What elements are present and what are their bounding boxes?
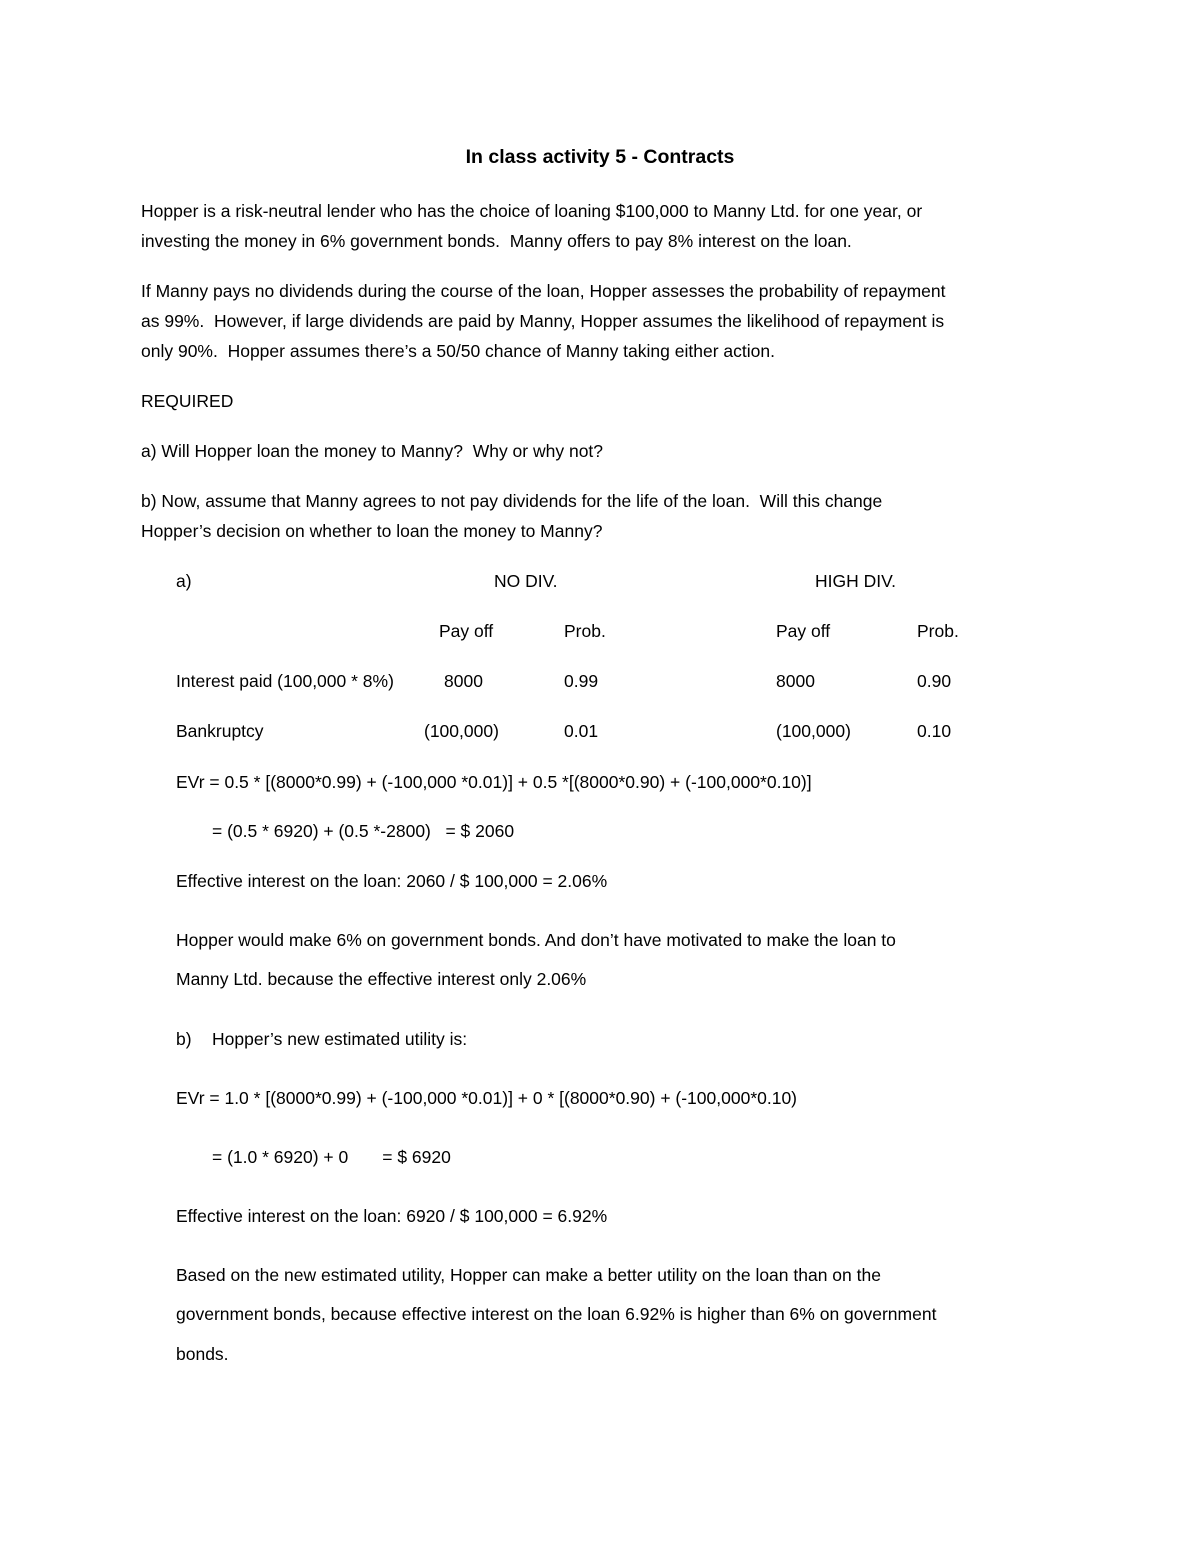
row-label: Bankruptcy bbox=[176, 721, 264, 741]
cell-no-div-payoff: (100,000) bbox=[424, 721, 499, 741]
column-header-prob: Prob. bbox=[564, 621, 606, 641]
evr-formula-a: EVr = 0.5 * [(8000*0.99) + (-100,000 *0.01)] + 0.5 *[(8000*0.90) + (-100,000*0.10)] bbox=[176, 772, 812, 792]
paragraph-line: If Manny pays no dividends during the course of the loan, Hopper assesses the probability of repayment bbox=[141, 281, 946, 301]
column-header-prob: Prob. bbox=[917, 621, 959, 641]
table-part-label: a) bbox=[176, 571, 192, 591]
paragraph-line: only 90%. Hopper assumes there’s a 50/50 chance of Manny taking either action. bbox=[141, 341, 775, 361]
answer-b-intro: Hopper’s new estimated utility is: bbox=[212, 1029, 468, 1049]
conclusion-b-line: government bonds, because effective interest on the loan 6.92% is higher than 6% on government bbox=[176, 1304, 937, 1324]
evr-result-a: = (0.5 * 6920) + (0.5 *-2800) = $ 2060 bbox=[212, 821, 515, 841]
paragraph-line: Hopper is a risk-neutral lender who has the choice of loaning $100,000 to Manny Ltd. for one year, or bbox=[141, 201, 923, 221]
conclusion-b-line: bonds. bbox=[176, 1344, 229, 1364]
row-label: Interest paid (100,000 * 8%) bbox=[176, 671, 394, 691]
evr-formula-b: EVr = 1.0 * [(8000*0.99) + (-100,000 *0.01)] + 0 * [(8000*0.90) + (-100,000*0.10) bbox=[176, 1088, 798, 1108]
question-b-line: b) Now, assume that Manny agrees to not pay dividends for the life of the loan. Will this change bbox=[141, 491, 883, 511]
column-header-payoff: Pay off bbox=[439, 621, 494, 641]
effective-interest-b: Effective interest on the loan: 6920 / $ 100,000 = 6.92% bbox=[176, 1206, 608, 1226]
effective-interest-a: Effective interest on the loan: 2060 / $ 100,000 = 2.06% bbox=[176, 871, 608, 891]
group-header-no-div: NO DIV. bbox=[494, 571, 558, 591]
group-header-high-div: HIGH DIV. bbox=[815, 571, 897, 591]
cell-high-div-prob: 0.90 bbox=[917, 671, 952, 691]
conclusion-a-line: Manny Ltd. because the effective interest only 2.06% bbox=[176, 969, 587, 989]
page-title: In class activity 5 - Contracts bbox=[465, 146, 735, 168]
cell-high-div-payoff: (100,000) bbox=[776, 721, 851, 741]
cell-no-div-prob: 0.01 bbox=[564, 721, 599, 741]
paragraph-line: investing the money in 6% government bonds. Manny offers to pay 8% interest on the loan. bbox=[141, 231, 852, 251]
conclusion-b-line: Based on the new estimated utility, Hopper can make a better utility on the loan than on the bbox=[176, 1265, 881, 1285]
required-heading: REQUIRED bbox=[141, 391, 234, 411]
conclusion-a-line: Hopper would make 6% on government bonds. And don’t have motivated to make the loan to bbox=[176, 930, 896, 950]
answer-b-label: b) bbox=[176, 1029, 192, 1049]
cell-high-div-prob: 0.10 bbox=[917, 721, 952, 741]
question-a: a) Will Hopper loan the money to Manny? Why or why not? bbox=[141, 441, 604, 461]
column-header-payoff: Pay off bbox=[776, 621, 831, 641]
evr-result-b: = (1.0 * 6920) + 0 = $ 6920 bbox=[212, 1147, 451, 1167]
paragraph-line: as 99%. However, if large dividends are paid by Manny, Hopper assumes the likelihood of repayment is bbox=[141, 311, 945, 331]
cell-no-div-payoff: 8000 bbox=[444, 671, 483, 691]
cell-high-div-payoff: 8000 bbox=[776, 671, 815, 691]
cell-no-div-prob: 0.99 bbox=[564, 671, 599, 691]
question-b-line: Hopper’s decision on whether to loan the money to Manny? bbox=[141, 521, 603, 541]
